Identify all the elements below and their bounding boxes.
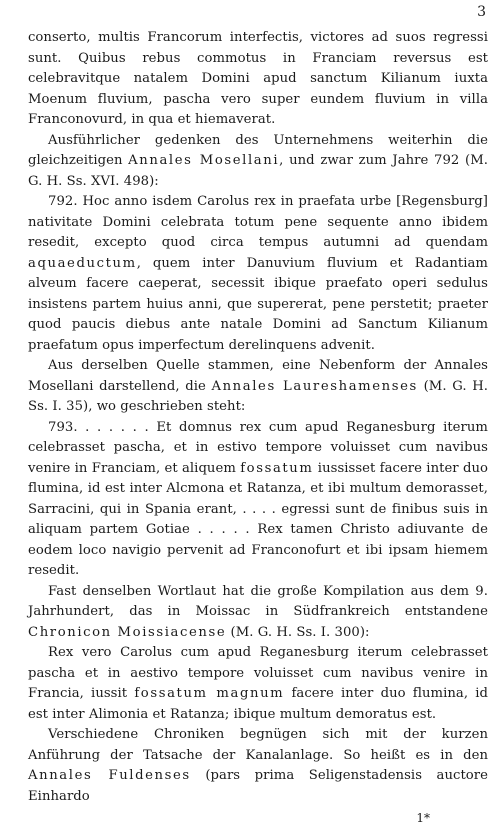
text-run: , und zwar zum Jahre 792 (M. G. H. Ss. XVI. 498): bbox=[28, 153, 489, 189]
spaced-term: aquaeductum bbox=[28, 255, 137, 271]
text-run: Verschiedene Chroniken begnügen sich mit der kurzen Anführung der Tatsache der Kanalanlage. So heißt es in den bbox=[28, 727, 488, 763]
paragraph bbox=[28, 643, 488, 725]
text-run: (pars prima Seligenstadensis auctore Einhardo bbox=[28, 768, 488, 804]
text-run: facere inter duo flumina, id est inter Alimonia et Ratanza; ibique multum demoratus est. bbox=[28, 686, 489, 722]
text-run: 793. . . . . . . Et domnus rex cum apud Reganesburg iterum celebrasset pascha, et in estivo tempore voluisset cum navibus venire in Franciam, et aliquem bbox=[28, 419, 488, 476]
paragraph bbox=[28, 725, 488, 807]
page-number: 3 bbox=[477, 4, 486, 20]
text-run: (M. G. H. Ss. I. 300): bbox=[226, 624, 370, 640]
spaced-title: Annales Fuldenses bbox=[28, 768, 191, 783]
paragraph bbox=[28, 131, 488, 193]
text-run: Fast denselben Wortlaut hat die große Kompilation aus dem 9. Jahrhundert, das in Moissac in Südfrankreich entstandene bbox=[28, 583, 488, 619]
body-text bbox=[28, 28, 488, 807]
spaced-title: Chronicon Moissiacense bbox=[28, 624, 227, 640]
signature-mark: 1* bbox=[416, 811, 430, 825]
spaced-title: Annales Laureshamenses bbox=[211, 378, 418, 394]
paragraph bbox=[28, 418, 488, 582]
text-run: (M. G. H. Ss. I. 35), wo geschrieben steht: bbox=[28, 378, 488, 414]
spaced-term: fossatum magnum bbox=[134, 686, 285, 701]
text-run: Ausführlicher gedenken des Unternehmens weiterhin die gleichzeitigen bbox=[28, 132, 488, 168]
paragraph bbox=[28, 28, 488, 131]
paragraph bbox=[28, 356, 488, 418]
paragraph bbox=[28, 192, 488, 356]
text-run: conserto, multis Francorum interfectis, victores ad suos regressi sunt. Quibus rebus commotus in Franciam reversus est celebravitque natalem Domini apud sanctum Kilianum iuxta Moenum fluvium, pascha vero super eundem fluvium in villa Franconovurd, in qua et hiemaverat. bbox=[28, 30, 488, 127]
paragraph bbox=[28, 582, 488, 644]
text-run: , quem inter Danuvium fluvium et Radantiam alveum facere caeperat, secessit ibique praefato operi sedulus insistens partem huius anni, que supererat, pene perstetit; praeter quod paucis diebus ante natale Domini ad Sanctum Kilianum praefatum opus imperfectum derelinquens advenit. bbox=[28, 255, 488, 353]
text-run: iussisset facere inter duo flumina, id est inter Alcmona et Ratanza, et ibi multum demorasset, Sarracini, qui in Spania erant, . . . . egressi sunt de finibus suis in aliquam partem Gotiae . . . . . Rex tamen Christo adiuvante de eodem loco navigio pervenit ad Franconofurt et ibi ipsam hiemem resedit. bbox=[28, 460, 488, 578]
text-run: 792. Hoc anno isdem Carolus rex in praefata urbe [Regensburg] nativitate Domini celebrata totum pene sequente anno ibidem resedit, excepto quod circa tempus autumni ad quendam bbox=[28, 194, 488, 250]
text-run: Aus derselben Quelle stammen, eine Nebenform der Annales Mosellani darstellend, die bbox=[28, 358, 488, 394]
spaced-title: Annales Mosellani bbox=[128, 153, 280, 168]
spaced-term: fossatum bbox=[240, 460, 314, 476]
text-run: Rex vero Carolus cum apud Reganesburg iterum celebrasset pascha et in aestivo tempore voluisset cum navibus venire in Francia, iussit bbox=[28, 645, 488, 701]
